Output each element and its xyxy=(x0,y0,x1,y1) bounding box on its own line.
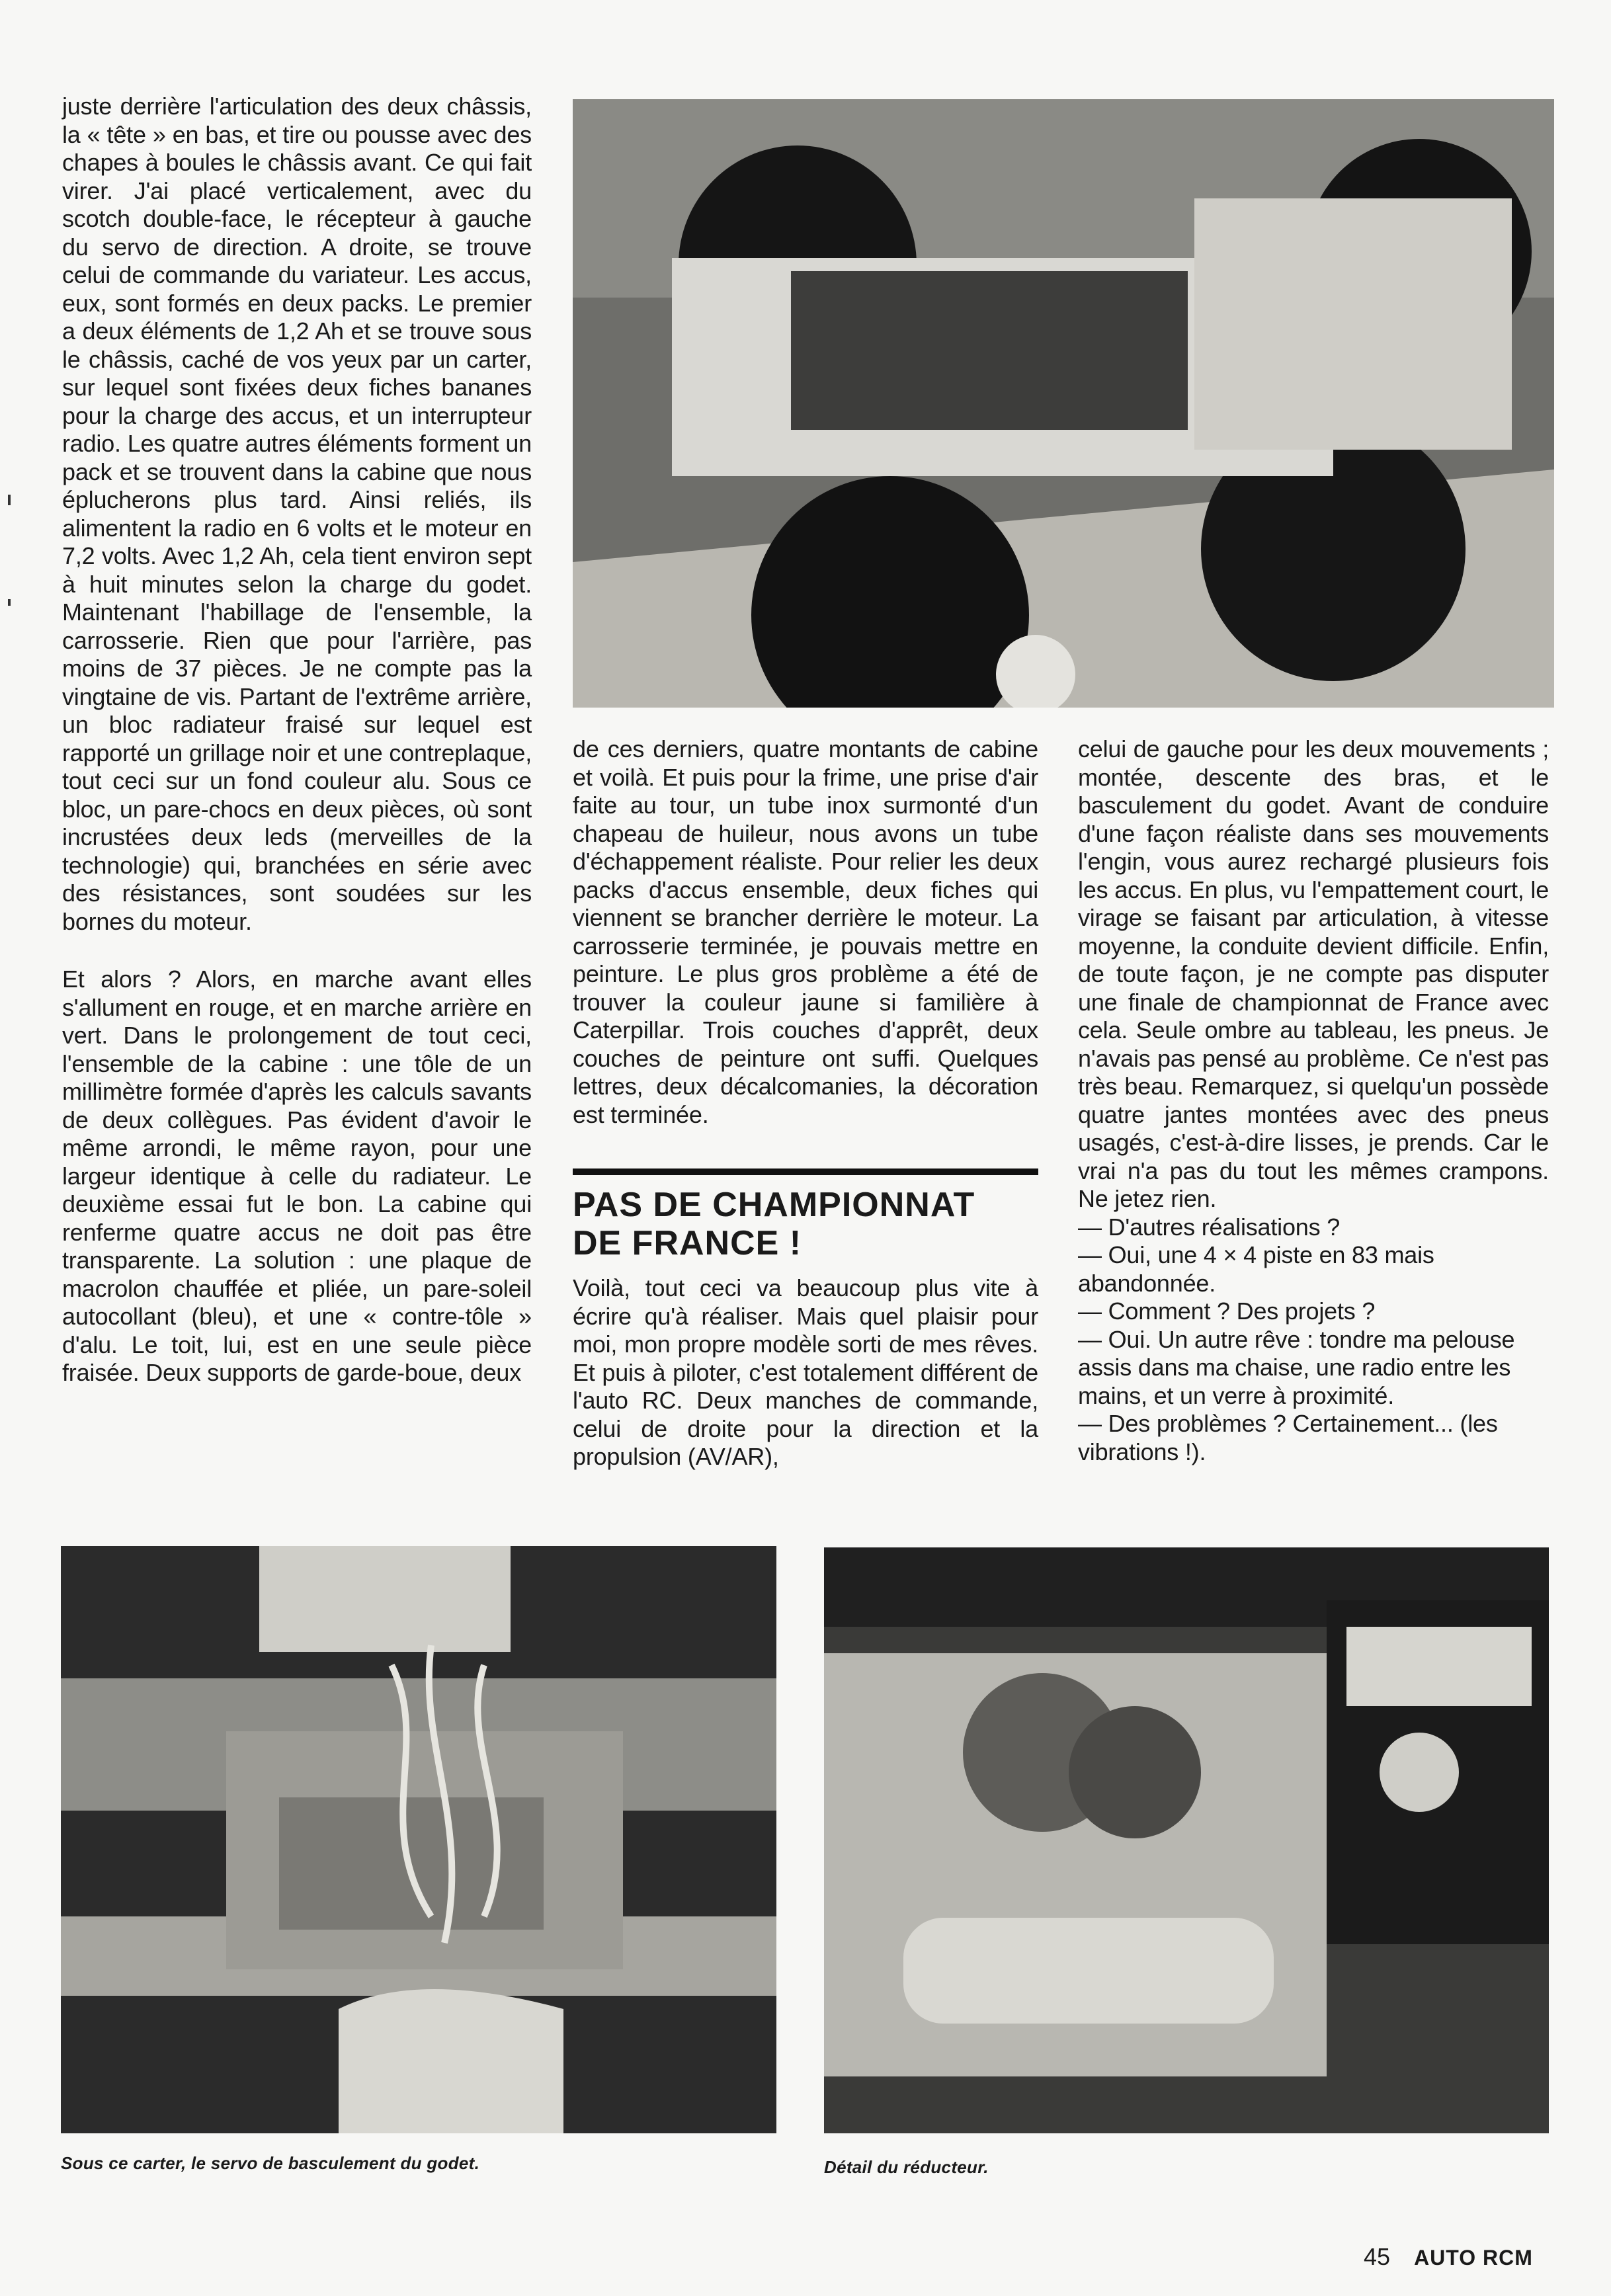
col1-paragraph-1: juste derrière l'articulation des deux châssis, la « tête » en bas, et tire ou pousse avec des chapes à boules le châssis avant. Ce qui fait virer. J'ai placé verticalement, avec du scotch double-face, le récepteur à gauche du servo de direction. A droite, se trouve celui de commande du variateur. Les accus, eux, sont formés en deux packs. Le premier a deux éléments de 1,2 Ah et se trouve sous le châssis, caché de vos yeux par un carter, sur lequel sont fixées deux fiches bananes pour la charge des accus, et un interrupteur radio. Les quatre autres éléments forment un pack et se trouvent dans la cabine que nous éplucherons plus tard. Ainsi reliés, ils alimentent la radio en 6 volts et le moteur en 7,2 volts. Avec 1,2 Ah, cela tient environ sept à huit minutes selon la charge du godet. Maintenant l'habillage de l'ensemble, la carrosserie. Rien que pour l'arrière, pas moins de 37 pièces. Je ne compte pas la vingtaine de vis. Partant de l'extrême arrière, un bloc radiateur fraisé sur lequel est rapporté un grillage noir et une contreplaque, tout ceci sur un fond couleur alu. Sous ce bloc, un pare-chocs en deux pièces, où sont incrustées deux leds (merveilles de la technologie) qui, branchées en série avec des résistances, sont soudées sur les bornes du moteur. xyxy=(62,93,532,935)
caption-right: Détail du réducteur. xyxy=(824,2157,989,2177)
dialogue-line-5: — Des problèmes ? Certainement... (les vibrations !). xyxy=(1078,1410,1498,1465)
dialogue-line-1: — D'autres réalisations ? xyxy=(1078,1213,1341,1241)
photo-servo-carter xyxy=(61,1546,776,2133)
text-column-2 xyxy=(573,735,1038,1471)
col1-paragraph-2: Et alors ? Alors, en marche avant elles s'allument en rouge, et en marche arrière en vert. Dans le prolongement de tout ceci, l'ensemble de la cabine : une tôle de un millimètre formée d'après les calculs savants de deux collègues. Pas évident d'avoir le même arrondi, le même rayon, pour une largeur identique à celle du radiateur. Le deuxième essai fut le bon. La cabine qui renferme quatre accus ne doit pas être transparente. La solution : une plaque de macrolon chauffée et pliée, un pare-soleil autocollant (bleu), et une « contre-tôle » d'alu. Le toit, lui, est en une seule pièce fraisée. Deux supports de garde-boue, deux xyxy=(62,965,532,1386)
photo-rc-loader xyxy=(573,99,1554,708)
col2-paragraph-2: Voilà, tout ceci va beaucoup plus vite à écrire qu'à réaliser. Mais quel plaisir pour moi, mon propre modèle sorti de mes rêves. Et puis à piloter, c'est totalement différent de l'auto RC. Deux manches de commande, celui de droite pour la direction et la propulsion (AV/AR), xyxy=(573,1274,1038,1470)
heading-line-2: DE FRANCE ! xyxy=(573,1224,802,1262)
col3-paragraph-1: celui de gauche pour les deux mouvements ; montée, descente des bras, et le basculement du godet. Avant de conduire d'une façon réaliste dans ses mouvements l'engin, vous aurez rechargé plusieurs fois les accus. En plus, vu l'empattement court, le virage se faisant par articulation, à vitesse moyenne, la conduite devient difficile. Enfin, de toute façon, je ne compte pas disputer une finale de championnat de France avec cela. Seule ombre au tableau, les pneus. Je n'avais pas pensé au problème. Ce n'est pas très beau. Remarquez, si quelqu'un possède quatre jantes montées avec des pneus usagés, c'est-à-dire lisses, je prends. Car le vrai n'a pas du tout les mêmes crampons. Ne jetez rien. xyxy=(1078,735,1549,1212)
magazine-name: AUTO RCM xyxy=(1414,2246,1533,2270)
dialogue-line-2: — Oui, une 4 × 4 piste en 83 mais abandonnée. xyxy=(1078,1241,1434,1297)
photo-reducteur xyxy=(824,1547,1549,2133)
caption-left: Sous ce carter, le servo de basculement du godet. xyxy=(61,2153,480,2173)
dialogue-line-4: — Oui. Un autre rêve : tondre ma pelouse assis dans ma chaise, une radio entre les mains, et un verre à proximité. xyxy=(1078,1325,1515,1409)
page-number: 45 xyxy=(1364,2243,1391,2270)
dialogue-line-3: — Comment ? Des projets ? xyxy=(1078,1297,1376,1325)
text-column-1 xyxy=(62,93,532,1387)
margin-mark xyxy=(8,495,11,505)
text-column-3 xyxy=(1078,735,1549,1466)
page-footer xyxy=(1364,2243,1533,2271)
col2-paragraph-1: de ces derniers, quatre montants de cabine et voilà. Et puis pour la frime, une prise d'air faite au tour, un tube inox surmonté d'un chapeau de huileur, nous avons un tube d'échappement réaliste. Pour relier les deux packs d'accus ensemble, deux fiches qui viennent se brancher derrière le moteur. La carrosserie terminée, je pouvais mettre en peinture. Le plus gros problème a été de trouver la couleur jaune si familière à Caterpillar. Trois couches d'apprêt, deux couches de peinture ont suffi. Quelques lettres, deux décalcomanies, la décoration est terminée. xyxy=(573,735,1038,1128)
margin-mark xyxy=(8,599,11,606)
heading-line-1: PAS DE CHAMPIONNAT xyxy=(573,1186,975,1224)
section-heading xyxy=(573,1168,1038,1262)
